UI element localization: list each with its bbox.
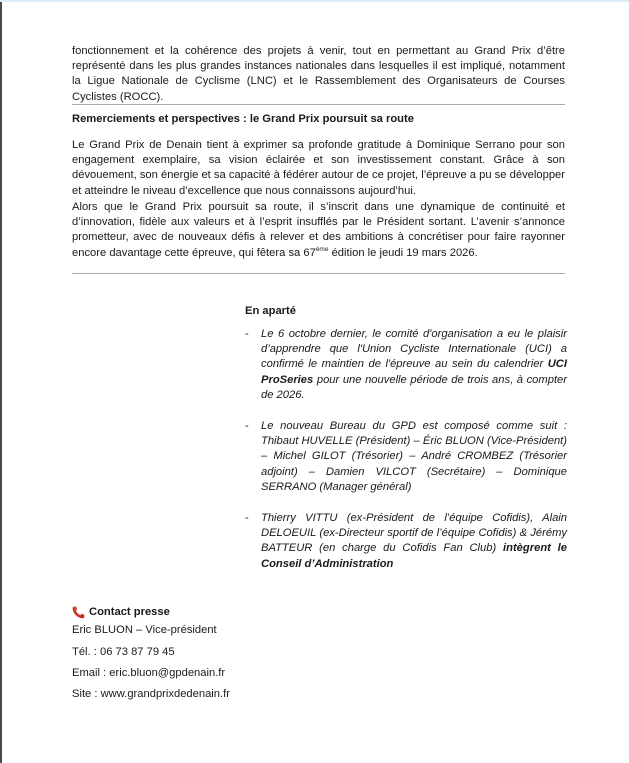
window-left-edge (0, 2, 2, 763)
contact-phone: Tél. : 06 73 87 79 45 (72, 645, 175, 658)
contact-email[interactable]: Email : eric.bluon@gpdenain.fr (72, 666, 226, 679)
bullet-dash: - (245, 328, 249, 340)
perspectives-text-end: édition le jeudi 19 mars 2026. (328, 246, 478, 259)
bullet-dash: - (245, 512, 249, 525)
gratitude-paragraph: Le Grand Prix de Denain tient à exprimer sa profonde gratitude à Dominique Serrano pour son engagement exemplaire, sa vision éclairée et son investissement constant. Grâce à son dévouement, son énergie et sa capacité à fédérer autour de ce projet, l’épreuve a pu se développer et atteindre le niveau d’excellence que nous connaissons aujourd’hui. (72, 139, 565, 197)
section-divider-bottom (72, 273, 565, 274)
window-top-strip (0, 0, 629, 2)
section-heading: Remerciements et perspectives : le Grand Prix poursuit sa route (72, 113, 414, 125)
bullet-text-bold: UCI ProSeries (261, 358, 567, 386)
ordinal-suffix: ème (315, 245, 329, 253)
bullet-text-part: Thierry VITTU (ex-Président de l’équipe Cofidis), Alain DELOEUIL (ex-Directeur sportif de l’équipe Cofidis) & Jérémy BATTEUR (en charge du Cofidis Fan Club) (261, 512, 567, 555)
intro-paragraph: fonctionnement et la cohérence des projets à venir, tout en permettant au Grand Prix d’être représenté dans les plus grandes instances nationales dans lesquelles il est impliqué, notamment la Ligue Nationale de Cyclisme (LNC) et le Rassemblement des Organisateurs de Courses Cyclistes (ROCC). (72, 45, 565, 103)
bullet-text (261, 419, 567, 495)
section-divider-top (72, 104, 565, 105)
contact-name: Eric BLUON – Vice-président (72, 624, 217, 637)
phone-icon (72, 606, 85, 619)
bullet-text-bold: intègrent le Conseil d’Administration (261, 542, 568, 570)
aside-box (245, 305, 567, 588)
perspectives-paragraph (72, 200, 565, 261)
contact-website[interactable]: Site : www.grandprixdedenain.fr (72, 688, 230, 701)
bullet-text (261, 511, 567, 572)
aside-bullet (245, 327, 567, 403)
contact-title-row (72, 602, 230, 623)
bullet-text-part: Le nouveau Bureau du GPD est composé comme suit : Thibaut HUVELLE (Président) – Éric BLUON (Vice-Président) – Michel GILOT (Trésorier) – André CROMBEZ (Trésorier adjoint) – Damien VILCOT (Secrétaire) – Dominique SERRANO (Manager général) (261, 420, 567, 493)
bullet-text (261, 327, 567, 403)
aside-bullet (245, 511, 567, 572)
aside-title: En aparté (245, 305, 296, 317)
bullet-text-part: Le 6 octobre dernier, le comité d'organisation a eu le plaisir d’apprendre que l'Union Cycliste Internationale (UCI) a confirmé le maintien de l'épreuve au sein du calendrier (261, 328, 567, 371)
perspectives-text: Alors que le Grand Prix poursuit sa route, il s’inscrit dans une dynamique de continuité et d’innovation, fidèle aux valeurs et à l’esprit insufflés par le Président sortant. L’avenir s’annonce prometteur, avec de nouveaux défis à relever et des ambitions à concrétiser pour faire rayonner encore davantage cette épreuve, qui fêtera sa 67 (72, 201, 565, 259)
contact-title: Contact presse (89, 606, 170, 619)
press-contact (72, 602, 230, 708)
bullet-text-part: pour une nouvelle période de trois ans, à compter de 2026. (261, 373, 567, 401)
bullet-dash: - (245, 420, 249, 433)
aside-bullet (245, 419, 567, 495)
